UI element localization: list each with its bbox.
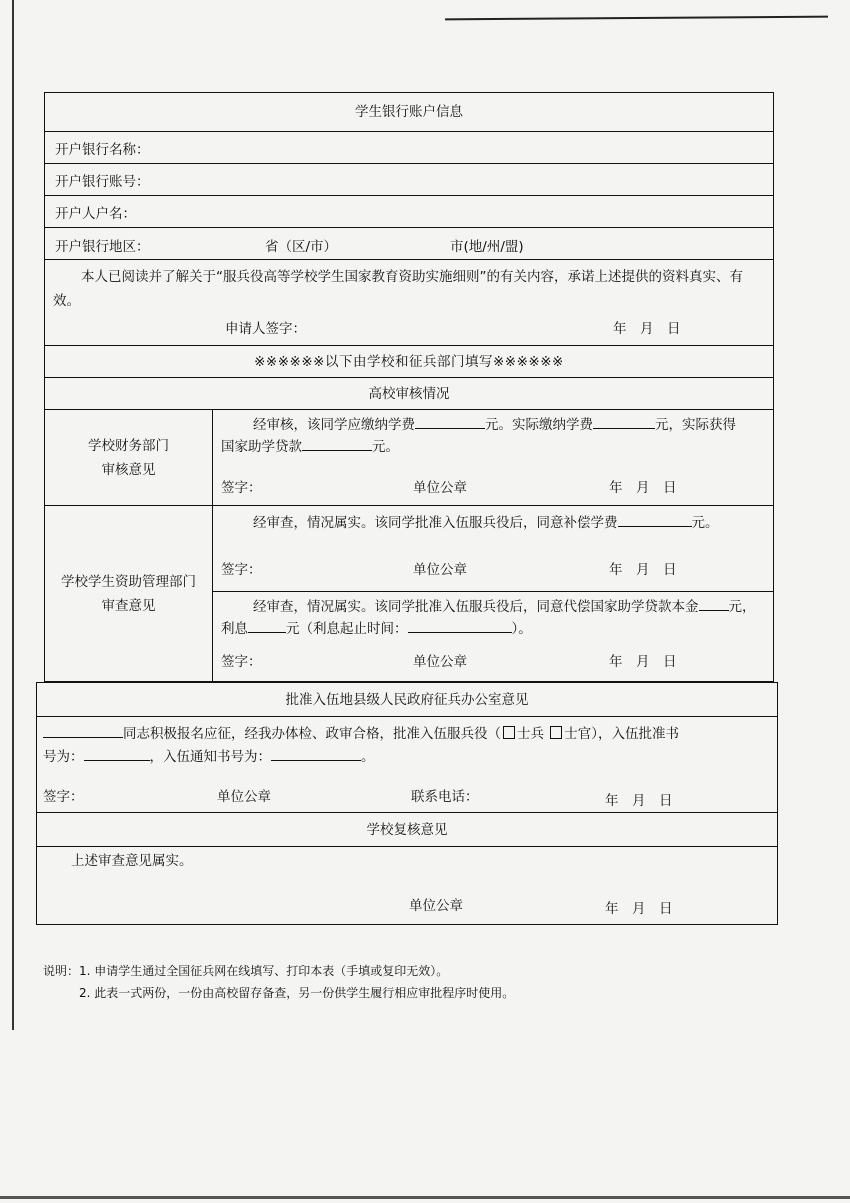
finance-dept-content bbox=[213, 410, 773, 505]
finance-date[interactable]: 年 月 日 bbox=[609, 480, 677, 496]
aid-seal-label-1: 单位公章 bbox=[413, 562, 467, 578]
aid-text-5: 利息 bbox=[221, 621, 248, 637]
account-number-row[interactable] bbox=[45, 163, 773, 195]
aid-sign-label-2[interactable]: 签字： bbox=[221, 654, 262, 670]
bank-section-title: 学生银行账户信息 bbox=[355, 104, 463, 120]
scan-edge-top bbox=[445, 16, 828, 21]
form-upper-table bbox=[44, 92, 774, 682]
recruit-text-4: ，入伍通知书号为： bbox=[149, 749, 271, 765]
approval-number-blank[interactable] bbox=[84, 747, 150, 761]
applicant-sign-label[interactable]: 申请人签字： bbox=[225, 321, 306, 337]
divider-notice: ※※※※※※以下由学校和征兵部门填写※※※※※※ bbox=[45, 345, 773, 377]
bank-name-row[interactable] bbox=[45, 131, 773, 163]
declaration-row bbox=[45, 259, 773, 345]
note-line-2: 2. 此表一式两份，一份由高校留存备查，另一份供学生履行相应审批程序时使用。 bbox=[79, 986, 515, 1000]
aid-text-3: 经审查，情况属实。该同学批准入伍服兵役后，同意代偿国家助学贷款本金 bbox=[253, 599, 699, 615]
recruit-phone-label[interactable]: 联系电话： bbox=[411, 789, 479, 805]
city-label: 市(地/州/盟) bbox=[450, 239, 524, 255]
finance-seal-label: 单位公章 bbox=[413, 480, 467, 496]
interest-period-blank[interactable] bbox=[408, 619, 512, 633]
school-recheck-date[interactable]: 年 月 日 bbox=[605, 901, 673, 917]
soldier-option-label: 士兵 bbox=[517, 726, 544, 742]
account-holder-label: 开户人户名： bbox=[55, 205, 136, 222]
scan-edge-bottom bbox=[0, 1196, 850, 1199]
school-recheck-seal-label: 单位公章 bbox=[409, 898, 463, 914]
bank-region-row[interactable] bbox=[45, 227, 773, 259]
loan-received-blank[interactable] bbox=[302, 437, 372, 451]
loan-principal-blank[interactable] bbox=[699, 597, 729, 611]
note-line-1: 说明：1. 申请学生通过全国征兵网在线填写、打印本表（手填或复印无效）。 bbox=[43, 964, 449, 978]
form-lower-table bbox=[36, 682, 778, 925]
finance-dept-label-line-2: 审核意见 bbox=[101, 461, 156, 478]
scan-edge-left bbox=[12, 0, 14, 1030]
school-recheck-content bbox=[37, 846, 777, 924]
tuition-paid-blank[interactable] bbox=[593, 415, 655, 429]
tuition-due-blank[interactable] bbox=[415, 415, 485, 429]
recruit-text-2: ），入伍批准书 bbox=[591, 726, 680, 742]
aid-text-1: 经审查，情况属实。该同学批准入伍服兵役后，同意补偿学费 bbox=[253, 515, 618, 531]
officer-option-label: 士官 bbox=[564, 726, 592, 742]
finance-dept-section bbox=[45, 409, 773, 505]
aid-date-1[interactable]: 年 月 日 bbox=[609, 562, 677, 578]
tuition-compensation-blank[interactable] bbox=[618, 513, 692, 527]
finance-dept-label bbox=[45, 410, 213, 505]
aid-dept-content bbox=[213, 506, 773, 681]
loan-interest-blank[interactable] bbox=[248, 619, 286, 633]
tuition-compensation-block bbox=[213, 506, 773, 592]
finance-text-4: 国家助学贷款 bbox=[221, 439, 302, 455]
aid-text-4: 元， bbox=[728, 599, 756, 615]
aid-date-2[interactable]: 年 月 日 bbox=[609, 654, 677, 670]
province-label: 省（区/市） bbox=[265, 239, 338, 255]
recruit-sign-label[interactable]: 签字： bbox=[43, 789, 84, 805]
aid-dept-label bbox=[45, 506, 213, 681]
finance-text-5: 元。 bbox=[372, 439, 399, 455]
recruitment-office-content bbox=[37, 716, 777, 812]
recruit-name-blank[interactable] bbox=[43, 724, 123, 738]
aid-dept-section bbox=[45, 505, 773, 681]
recruit-text-5: 。 bbox=[361, 749, 375, 765]
bank-region-label: 开户银行地区： bbox=[55, 239, 150, 255]
aid-dept-label-line-1: 学校学生资助管理部门 bbox=[61, 573, 196, 590]
loan-repayment-block bbox=[213, 592, 773, 682]
aid-text-6: 元（利息起止时间： bbox=[286, 621, 408, 637]
notice-number-blank[interactable] bbox=[271, 747, 361, 761]
recruit-text-1: 同志积极报名应征，经我办体检、政审合格，批准入伍服兵役（ bbox=[123, 726, 501, 742]
finance-text-1: 经审核，该同学应缴纳学费 bbox=[253, 417, 415, 433]
recruitment-office-title: 批准入伍地县级人民政府征兵办公室意见 bbox=[37, 682, 777, 716]
finance-text-3: 元，实际获得 bbox=[655, 417, 736, 433]
account-number-label: 开户银行账号： bbox=[55, 173, 150, 190]
aid-seal-label-2: 单位公章 bbox=[413, 654, 467, 670]
bank-name-label: 开户银行名称： bbox=[55, 141, 150, 158]
aid-sign-label-1[interactable]: 签字： bbox=[221, 562, 262, 578]
aid-dept-label-line-2: 审查意见 bbox=[101, 597, 156, 614]
form-notes bbox=[43, 960, 514, 1004]
soldier-checkbox[interactable] bbox=[503, 726, 515, 739]
school-recheck-text: 上述审查意见属实。 bbox=[71, 853, 193, 869]
school-recheck-title: 学校复核意见 bbox=[37, 812, 777, 846]
finance-dept-label-line-1: 学校财务部门 bbox=[88, 437, 169, 454]
declaration-text: 本人已阅读并了解关于“服兵役高等学校学生国家教育资助实施细则”的有关内容，承诺上述提供的资料真实、有效。 bbox=[53, 269, 743, 309]
recruit-text-3: 号为： bbox=[43, 749, 84, 765]
finance-text-2: 元。实际缴纳学费 bbox=[485, 417, 593, 433]
applicant-date[interactable]: 年 月 日 bbox=[613, 321, 681, 337]
officer-checkbox[interactable] bbox=[550, 726, 562, 739]
account-holder-row[interactable] bbox=[45, 195, 773, 227]
university-review-title: 高校审核情况 bbox=[45, 377, 773, 409]
finance-sign-label[interactable]: 签字： bbox=[221, 480, 262, 496]
aid-text-2: 元。 bbox=[691, 515, 719, 531]
recruit-seal-label: 单位公章 bbox=[217, 789, 271, 805]
aid-text-7: ）。 bbox=[511, 621, 532, 637]
recruit-date[interactable]: 年 月 日 bbox=[605, 793, 673, 809]
